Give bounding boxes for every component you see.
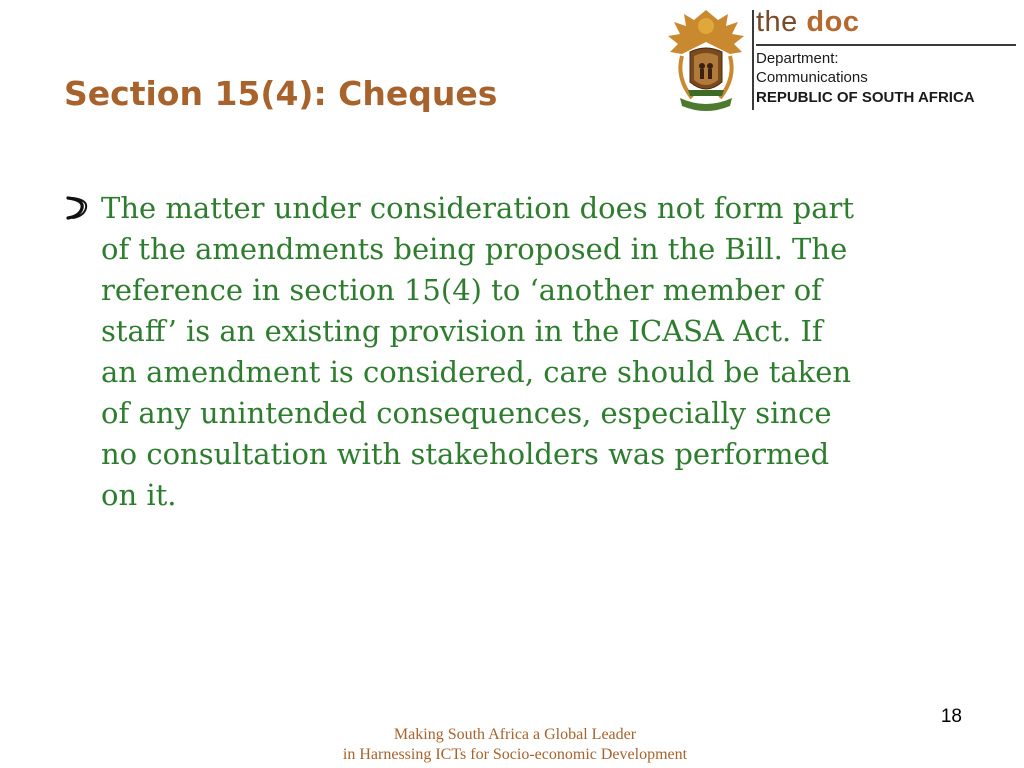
bullet-line: The matter under consideration does not form part xyxy=(101,191,855,225)
footer-line-2: in Harnessing ICTs for Socio-economic Development xyxy=(342,746,688,763)
brand-name xyxy=(756,6,859,39)
ministry-label: Communications xyxy=(756,69,868,86)
slide-title: Section 15(4): Cheques xyxy=(64,74,498,113)
department-logo xyxy=(664,4,1020,116)
page-number: 18 xyxy=(940,706,962,727)
bullet-line: on it. xyxy=(101,478,177,512)
bullet-line: of any unintended consequences, especially since xyxy=(101,396,832,430)
bullet-line: no consultation with stakeholders was performed xyxy=(101,437,830,471)
curved-arrow-bullet-icon xyxy=(64,194,90,222)
brand-rule xyxy=(756,44,1016,46)
footer-line-1: Making South Africa a Global Leader xyxy=(393,726,637,743)
bullet-line: staff’ is an existing provision in the ICASA Act. If xyxy=(101,314,823,348)
bullet-line: reference in section 15(4) to ‘another member of xyxy=(101,273,822,307)
bullet-line: of the amendments being proposed in the Bill. The xyxy=(101,232,848,266)
country-label: REPUBLIC OF SOUTH AFRICA xyxy=(756,89,975,106)
bullet-line: an amendment is considered, care should be taken xyxy=(101,355,852,389)
footer-tagline xyxy=(0,725,1024,765)
coat-of-arms-icon xyxy=(664,4,748,116)
bullet-text xyxy=(101,188,966,516)
brand-doc: doc xyxy=(806,6,860,38)
brand-the: the xyxy=(756,6,798,38)
logo-divider xyxy=(752,10,754,110)
department-label: Department: xyxy=(756,50,839,67)
